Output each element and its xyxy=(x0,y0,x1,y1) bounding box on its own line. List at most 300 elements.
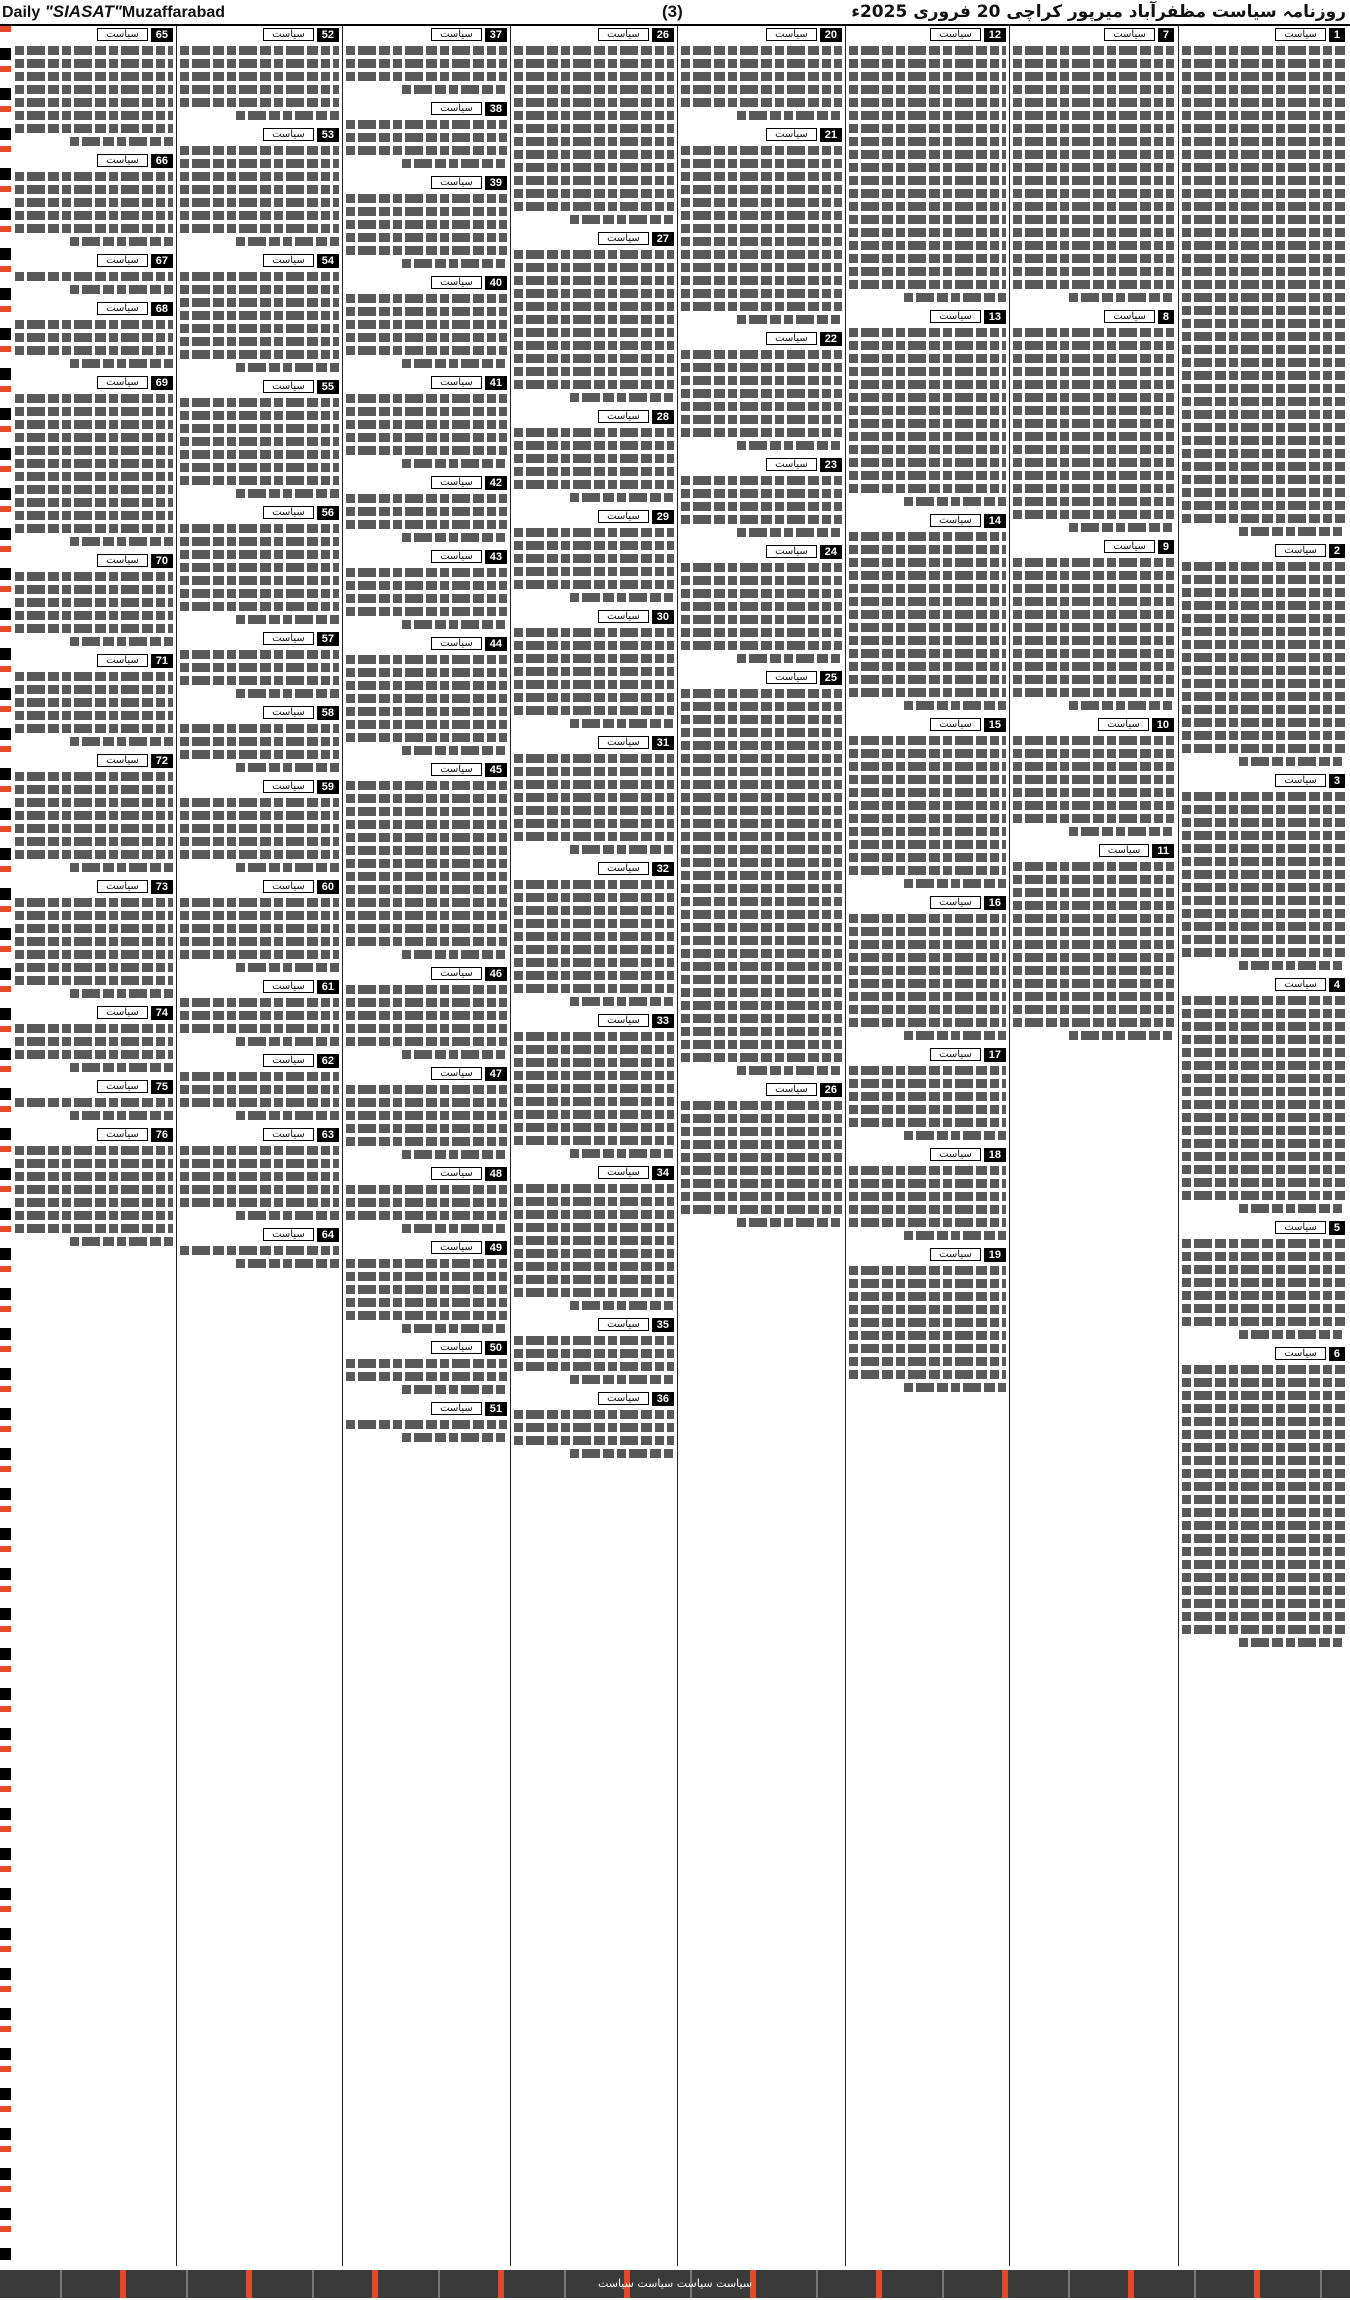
text-line xyxy=(180,1146,339,1155)
news-item-header xyxy=(1013,26,1174,43)
text-line xyxy=(180,311,339,320)
text-line xyxy=(1182,1022,1345,1031)
text-line xyxy=(681,72,842,81)
news-item-header xyxy=(514,860,674,877)
text-line xyxy=(1182,1126,1345,1135)
text-line xyxy=(1182,449,1345,458)
text-line xyxy=(346,859,507,868)
text-line xyxy=(346,246,507,255)
news-item-header xyxy=(15,1126,173,1143)
column-2 xyxy=(1009,26,1177,2266)
news-item-number: 55 xyxy=(317,380,339,394)
news-item-body xyxy=(346,120,507,168)
text-line xyxy=(15,1185,173,1194)
text-line xyxy=(849,1018,1006,1027)
text-line xyxy=(849,1292,1006,1301)
text-line xyxy=(737,654,842,663)
text-line xyxy=(1182,679,1345,688)
text-line xyxy=(514,176,674,185)
news-item-body xyxy=(514,428,674,502)
text-line xyxy=(402,1224,507,1233)
text-line xyxy=(346,1420,507,1429)
news-item-label: سیاست xyxy=(930,28,981,41)
text-line xyxy=(1182,501,1345,510)
news-item-label: سیاست xyxy=(431,550,482,563)
text-line xyxy=(514,680,674,689)
news-item-header xyxy=(681,26,842,43)
news-item-number: 20 xyxy=(820,28,842,42)
text-line xyxy=(15,498,173,507)
news-item-body xyxy=(346,294,507,368)
text-line xyxy=(15,98,173,107)
text-line xyxy=(1182,575,1345,584)
text-line xyxy=(514,706,674,715)
news-item-body xyxy=(1013,46,1174,302)
news-item-label: سیاست xyxy=(97,376,148,389)
text-line xyxy=(1013,801,1174,810)
text-line xyxy=(849,380,1006,389)
news-item-number: 61 xyxy=(317,980,339,994)
text-line xyxy=(180,1024,339,1033)
text-line xyxy=(1069,1031,1174,1040)
text-line xyxy=(15,320,173,329)
news-item xyxy=(346,761,507,959)
news-item-body xyxy=(1013,862,1174,1040)
text-line xyxy=(681,172,842,181)
news-item-number: 48 xyxy=(485,1167,507,1181)
text-line xyxy=(681,1166,842,1175)
text-line xyxy=(1013,150,1174,159)
news-item-body xyxy=(180,724,339,772)
news-item-body xyxy=(514,754,674,854)
text-line xyxy=(346,507,507,516)
text-line xyxy=(514,906,674,915)
text-line xyxy=(849,571,1006,580)
text-line xyxy=(346,607,507,616)
text-line xyxy=(1182,692,1345,701)
news-item-body xyxy=(681,1101,842,1227)
text-line xyxy=(1182,896,1345,905)
news-item-label: سیاست xyxy=(97,28,148,41)
text-line xyxy=(1013,736,1174,745)
news-item xyxy=(514,26,674,224)
news-item-number: 63 xyxy=(317,1128,339,1142)
text-line xyxy=(1182,1074,1345,1083)
text-line xyxy=(570,719,674,728)
column-5 xyxy=(510,26,677,2266)
news-item-label: سیاست xyxy=(766,545,817,558)
text-line xyxy=(346,1311,507,1320)
text-line xyxy=(1182,1430,1345,1439)
news-item-body xyxy=(346,655,507,755)
news-item-label: سیاست xyxy=(1104,540,1155,553)
news-item-number: 64 xyxy=(317,1228,339,1242)
text-line xyxy=(15,198,173,207)
text-line xyxy=(514,1336,674,1345)
news-item-body xyxy=(514,1032,674,1158)
text-line xyxy=(1182,1534,1345,1543)
text-line xyxy=(1013,623,1174,632)
text-line xyxy=(180,724,339,733)
news-item-label: سیاست xyxy=(97,554,148,567)
text-line xyxy=(180,72,339,81)
text-line xyxy=(681,845,842,854)
text-line xyxy=(849,675,1006,684)
news-item-number: 73 xyxy=(151,880,173,894)
text-line xyxy=(1013,176,1174,185)
news-item-header xyxy=(15,374,173,391)
news-item xyxy=(15,1078,173,1120)
news-item-body xyxy=(681,46,842,120)
text-line xyxy=(1182,922,1345,931)
text-line xyxy=(15,772,173,781)
text-line xyxy=(737,528,842,537)
news-item xyxy=(346,965,507,1059)
text-line xyxy=(346,885,507,894)
news-item xyxy=(15,300,173,368)
news-item-body xyxy=(849,914,1006,1040)
text-line xyxy=(1182,1291,1345,1300)
news-item-header xyxy=(681,669,842,686)
text-line xyxy=(1182,653,1345,662)
text-line xyxy=(849,662,1006,671)
text-line xyxy=(1182,85,1345,94)
text-line xyxy=(180,476,339,485)
text-line xyxy=(15,46,173,55)
news-item-body xyxy=(15,1024,173,1072)
text-line xyxy=(737,1218,842,1227)
text-line xyxy=(849,827,1006,836)
text-line xyxy=(1069,293,1174,302)
text-line xyxy=(681,897,842,906)
text-line xyxy=(849,445,1006,454)
text-line xyxy=(1182,1547,1345,1556)
news-item-header xyxy=(15,1078,173,1095)
text-line xyxy=(1182,627,1345,636)
text-line xyxy=(1013,59,1174,68)
news-item-label: سیاست xyxy=(766,128,817,141)
news-item xyxy=(849,894,1006,1040)
text-line xyxy=(514,150,674,159)
column-6 xyxy=(342,26,510,2266)
text-line xyxy=(1013,445,1174,454)
text-line xyxy=(1239,1330,1345,1339)
text-line xyxy=(681,85,842,94)
text-line xyxy=(1013,597,1174,606)
text-line xyxy=(346,655,507,664)
news-item-body xyxy=(1182,792,1345,970)
news-item-number: 56 xyxy=(317,506,339,520)
news-item-number: 13 xyxy=(984,310,1006,324)
text-line xyxy=(236,363,339,372)
text-line xyxy=(1013,497,1174,506)
news-item-body xyxy=(15,1098,173,1120)
text-line xyxy=(1013,979,1174,988)
text-line xyxy=(681,1040,842,1049)
text-line xyxy=(180,911,339,920)
text-line xyxy=(1013,406,1174,415)
text-line xyxy=(681,988,842,997)
news-item-label: سیاست xyxy=(1098,718,1149,731)
news-item-label: سیاست xyxy=(766,28,817,41)
text-line xyxy=(681,263,842,272)
text-line xyxy=(1182,1239,1345,1248)
news-item-body xyxy=(514,1336,674,1384)
text-line xyxy=(1182,46,1345,55)
text-line xyxy=(180,146,339,155)
text-line xyxy=(514,137,674,146)
text-line xyxy=(849,280,1006,289)
news-item-header xyxy=(1182,976,1345,993)
text-line xyxy=(1182,1252,1345,1261)
news-item-number: 39 xyxy=(485,176,507,190)
news-item-body xyxy=(180,998,339,1046)
text-line xyxy=(514,441,674,450)
text-line xyxy=(681,428,842,437)
text-line xyxy=(1182,1365,1345,1374)
text-line xyxy=(180,1072,339,1081)
text-line xyxy=(514,654,674,663)
text-line xyxy=(15,272,173,281)
news-item xyxy=(514,230,674,402)
text-line xyxy=(514,1097,674,1106)
news-item-body xyxy=(1182,1239,1345,1339)
news-item-number: 1 xyxy=(1329,28,1345,42)
text-line xyxy=(681,476,842,485)
text-line xyxy=(1182,137,1345,146)
news-item-label: سیاست xyxy=(1104,310,1155,323)
text-line xyxy=(346,207,507,216)
text-line xyxy=(180,537,339,546)
text-line xyxy=(1182,215,1345,224)
text-line xyxy=(1182,1317,1345,1326)
text-line xyxy=(681,615,842,624)
news-item-number: 72 xyxy=(151,754,173,768)
text-line xyxy=(681,923,842,932)
text-line xyxy=(1013,510,1174,519)
text-line xyxy=(346,1359,507,1368)
news-item-body xyxy=(514,880,674,1006)
news-item-header xyxy=(514,230,674,247)
text-line xyxy=(1013,788,1174,797)
text-line xyxy=(849,328,1006,337)
text-line xyxy=(514,1136,674,1145)
text-line xyxy=(15,837,173,846)
news-item-header xyxy=(346,1165,507,1182)
news-item xyxy=(681,26,842,120)
news-item xyxy=(15,752,173,872)
text-line xyxy=(514,1184,674,1193)
text-line xyxy=(1013,380,1174,389)
news-item-header xyxy=(1013,716,1174,733)
news-item-header xyxy=(15,752,173,769)
text-line xyxy=(346,146,507,155)
news-item xyxy=(514,508,674,602)
news-item xyxy=(180,704,339,772)
news-item xyxy=(514,1164,674,1310)
text-line xyxy=(514,628,674,637)
text-line xyxy=(681,276,842,285)
text-line xyxy=(15,937,173,946)
text-line xyxy=(70,537,173,546)
text-line xyxy=(570,1301,674,1310)
news-item-body xyxy=(346,46,507,94)
text-line xyxy=(15,724,173,733)
text-line xyxy=(1013,202,1174,211)
news-item-header xyxy=(180,252,339,269)
text-line xyxy=(514,1423,674,1432)
text-line xyxy=(180,1098,339,1107)
text-line xyxy=(1182,1612,1345,1621)
text-line xyxy=(514,541,674,550)
news-item-label: سیاست xyxy=(97,1006,148,1019)
text-line xyxy=(1182,883,1345,892)
text-line xyxy=(15,433,173,442)
text-line xyxy=(849,584,1006,593)
text-line xyxy=(1182,666,1345,675)
text-line xyxy=(402,159,507,168)
news-item-number: 6 xyxy=(1329,1347,1345,1361)
text-line xyxy=(180,937,339,946)
text-line xyxy=(15,459,173,468)
text-line xyxy=(514,1275,674,1284)
text-line xyxy=(346,494,507,503)
text-line xyxy=(346,59,507,68)
text-line xyxy=(180,59,339,68)
news-item-body xyxy=(1013,558,1174,710)
text-line xyxy=(70,137,173,146)
text-line xyxy=(1182,1404,1345,1413)
text-line xyxy=(15,394,173,403)
news-item-number: 23 xyxy=(820,458,842,472)
text-line xyxy=(346,407,507,416)
text-line xyxy=(849,749,1006,758)
news-item-body xyxy=(514,628,674,728)
newspaper-name-latin xyxy=(2,2,225,22)
text-line xyxy=(737,315,842,324)
text-line xyxy=(1182,397,1345,406)
text-line xyxy=(904,1131,1006,1140)
text-line xyxy=(681,628,842,637)
text-line xyxy=(737,111,842,120)
text-line xyxy=(570,1149,674,1158)
text-line xyxy=(1182,1560,1345,1569)
text-line xyxy=(15,824,173,833)
news-item-number: 41 xyxy=(485,376,507,390)
news-item xyxy=(15,26,173,146)
text-line xyxy=(514,380,674,389)
news-item xyxy=(15,878,173,998)
text-line xyxy=(180,185,339,194)
text-line xyxy=(514,1249,674,1258)
text-line xyxy=(1013,241,1174,250)
text-line xyxy=(681,641,842,650)
text-line xyxy=(849,1357,1006,1366)
text-line xyxy=(15,963,173,972)
news-item-body xyxy=(514,1410,674,1458)
text-line xyxy=(236,111,339,120)
news-item-label: سیاست xyxy=(930,1248,981,1261)
news-item-header xyxy=(180,978,339,995)
news-item-number: 47 xyxy=(485,1067,507,1081)
text-line xyxy=(681,1127,842,1136)
text-line xyxy=(402,459,507,468)
text-line xyxy=(236,1111,339,1120)
text-line xyxy=(1182,59,1345,68)
news-item-header xyxy=(514,408,674,425)
text-line xyxy=(681,602,842,611)
text-line xyxy=(180,811,339,820)
news-item-body xyxy=(15,46,173,146)
text-line xyxy=(514,1123,674,1132)
text-line xyxy=(180,272,339,281)
text-line xyxy=(1182,601,1345,610)
text-line xyxy=(346,433,507,442)
text-line xyxy=(70,737,173,746)
news-item xyxy=(15,252,173,294)
news-item-header xyxy=(514,734,674,751)
newspaper-name-urdu: روزنامہ سیاست مظفرآباد میرپور کراچی 20 فروری 2025ء xyxy=(851,2,1346,22)
news-item-header xyxy=(681,330,842,347)
text-line xyxy=(70,1237,173,1246)
text-line xyxy=(1013,649,1174,658)
text-line xyxy=(681,754,842,763)
text-line xyxy=(15,211,173,220)
text-line xyxy=(346,833,507,842)
text-line xyxy=(1182,614,1345,623)
text-line xyxy=(1182,731,1345,740)
text-line xyxy=(346,420,507,429)
text-line xyxy=(1182,909,1345,918)
text-line xyxy=(514,580,674,589)
text-line xyxy=(180,524,339,533)
news-item xyxy=(849,1146,1006,1240)
text-line xyxy=(15,572,173,581)
text-line xyxy=(15,850,173,859)
text-line xyxy=(180,46,339,55)
text-line xyxy=(1013,1018,1174,1027)
news-item xyxy=(346,1165,507,1233)
news-item-label: سیاست xyxy=(431,276,482,289)
text-line xyxy=(1182,176,1345,185)
news-item-number: 29 xyxy=(652,510,674,524)
text-line xyxy=(180,589,339,598)
text-line xyxy=(904,1031,1006,1040)
news-item-header xyxy=(346,274,507,291)
news-item-label: سیاست xyxy=(431,1402,482,1415)
text-line xyxy=(514,1362,674,1371)
news-item-body xyxy=(180,46,339,120)
text-line xyxy=(1182,1048,1345,1057)
news-item-number: 46 xyxy=(485,967,507,981)
text-line xyxy=(346,594,507,603)
news-item-body xyxy=(180,650,339,698)
news-item-label: سیاست xyxy=(431,1341,482,1354)
news-item-body xyxy=(1013,736,1174,836)
text-line xyxy=(1013,228,1174,237)
news-item-header xyxy=(180,126,339,143)
news-item-label: سیاست xyxy=(431,1067,482,1080)
text-line xyxy=(514,880,674,889)
news-item-number: 42 xyxy=(485,476,507,490)
news-item xyxy=(180,1052,339,1120)
text-line xyxy=(681,515,842,524)
text-line xyxy=(1013,189,1174,198)
news-item-label: سیاست xyxy=(431,176,482,189)
news-item-header xyxy=(514,508,674,525)
text-line xyxy=(849,241,1006,250)
text-line xyxy=(346,133,507,142)
